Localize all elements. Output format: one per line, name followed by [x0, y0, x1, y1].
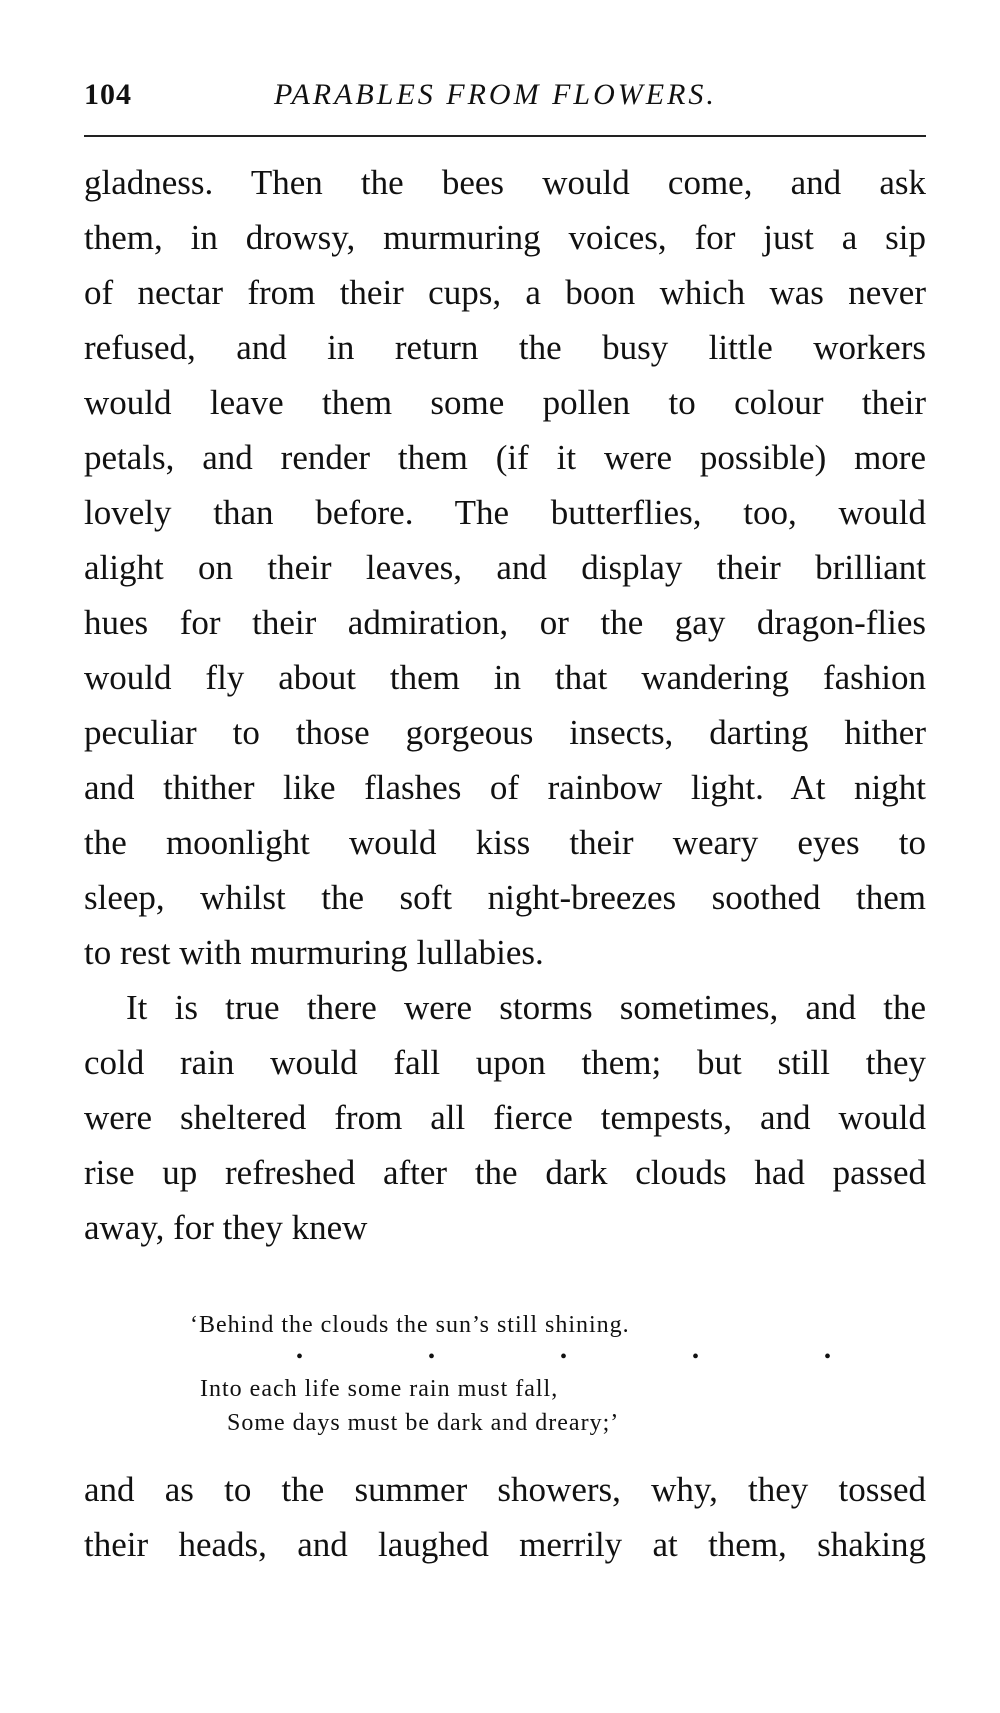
text-line: cold rain would fall upon them; but still they — [84, 1043, 926, 1082]
page-header — [84, 78, 924, 118]
verse-line: Some days must be dark and dreary;’ — [227, 1410, 620, 1436]
text-line: to rest with murmuring lullabies. — [84, 933, 544, 972]
body-text-continued — [84, 1462, 926, 1572]
text-line: refused, and in return the busy little workers — [84, 328, 926, 367]
body-text — [84, 155, 926, 1255]
text-line: were sheltered from all fierce tempests, and would — [84, 1098, 926, 1137]
text-line: alight on their leaves, and display their brilliant — [84, 548, 926, 587]
text-line: would fly about them in that wandering fashion — [84, 658, 926, 697]
verse-line: ‘Behind the clouds the sun’s still shining. — [190, 1312, 630, 1338]
text-line: them, in drowsy, murmuring voices, for just a sip — [84, 218, 926, 257]
text-line: away, for they knew — [84, 1208, 368, 1247]
verse-ellipsis: • • • • • — [296, 1346, 892, 1368]
text-line: It is true there were storms sometimes, and the — [126, 988, 926, 1027]
text-line: petals, and render them (if it were possible) more — [84, 438, 926, 477]
text-line: would leave them some pollen to colour their — [84, 383, 926, 422]
text-line: and thither like flashes of rainbow light. At night — [84, 768, 926, 807]
text-line: peculiar to those gorgeous insects, darting hither — [84, 713, 926, 752]
header-rule — [84, 135, 926, 137]
running-title: PARABLES FROM FLOWERS. — [274, 78, 717, 111]
text-line: and as to the summer showers, why, they tossed — [84, 1470, 926, 1509]
text-line: of nectar from their cups, a boon which was never — [84, 273, 926, 312]
page-number: 104 — [84, 78, 132, 111]
text-line: gladness. Then the bees would come, and ask — [84, 163, 926, 202]
text-line: their heads, and laughed merrily at them, shaking — [84, 1525, 926, 1564]
text-line: rise up refreshed after the dark clouds had passed — [84, 1153, 926, 1192]
text-line: hues for their admiration, or the gay dragon-flies — [84, 603, 926, 642]
verse-line: Into each life some rain must fall, — [200, 1376, 559, 1402]
text-line: sleep, whilst the soft night-breezes soothed them — [84, 878, 926, 917]
verse-quotation — [84, 1308, 926, 1440]
text-line: lovely than before. The butterflies, too, would — [84, 493, 926, 532]
text-line: the moonlight would kiss their weary eyes to — [84, 823, 926, 862]
